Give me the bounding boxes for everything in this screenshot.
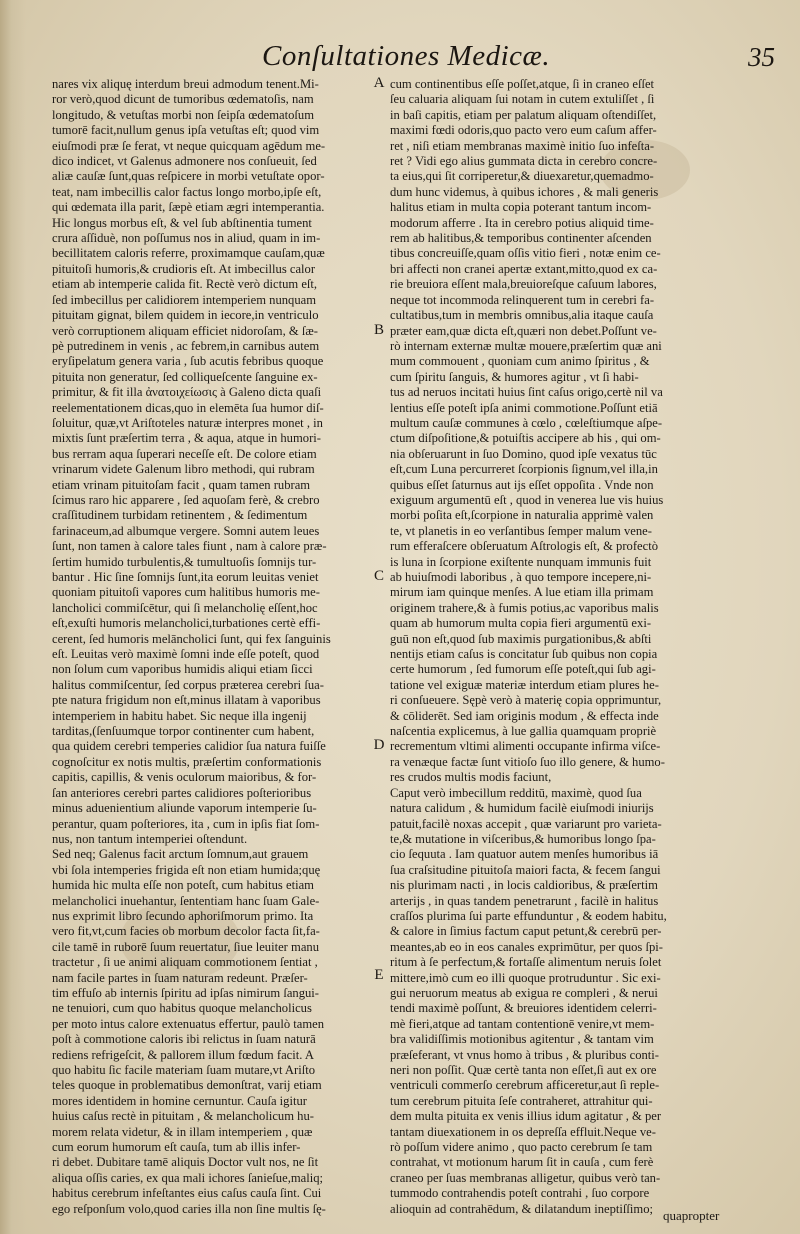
text-line: reelementationem dicas,quo in elemēta ſua humor diſ- <box>52 400 324 415</box>
text-line: nus exprimit libro ſecundo aphoriſmorum primo. Ita <box>52 908 314 923</box>
text-line: rò internam externæ multæ mouere,præſertim quæ ani <box>390 338 662 353</box>
text-line: nis plurimam nacti , in locis caldioribus, & præſertim <box>390 878 658 893</box>
text-line: ror verò,quod dicunt de tumoribus œdematoſis, nam <box>52 92 314 107</box>
margin-letter-a: A <box>373 75 385 91</box>
text-line: habitus cerebrum infeſtantes eius caſus cauſa ſint. Cui <box>52 1186 322 1201</box>
text-line: arterijs , in quas tandem penetrarunt , facilè in halitus <box>390 893 659 908</box>
text-line: ſed imbecillus per calidiorem intemperiem nunquam <box>52 292 317 307</box>
text-line: dico indicet, vt Galenus admonere nos conſueuit, ſed <box>52 154 317 169</box>
text-line: guū non eſt,quod ſub maximis purgationibus,& abſti <box>390 631 652 646</box>
page-number: 35 <box>748 42 775 72</box>
text-line: ri debet. Dubitare tamē aliquis Doctor vult nos, ne ſit <box>52 1155 319 1170</box>
text-line: craſſitudinem turbidam retinentem , & ſedimentum <box>52 508 308 523</box>
text-line: ſeu caluaria aliquam ſui notam in cutem extuliſſet , ſi <box>390 92 655 107</box>
text-line: ret , niſi etiam membranas maximè initio ſuo infeſta- <box>390 138 655 153</box>
text-line: capitis, capillis, & venis oculorum maioribus, & for- <box>52 770 317 785</box>
text-line: perantur, quam poſteriores, ita , cum in ipſis fiat ſom- <box>52 816 320 831</box>
text-line: minus aduenientium aliunde vaporum intemperie ſu- <box>52 801 317 816</box>
text-line: res crudos multis modis faciunt, <box>390 770 552 785</box>
text-line: halitus commiſcentur, ſed corpus præterea cerebri ſua- <box>52 677 324 692</box>
text-line: intemperiem in habitu habet. Sic neque illa ingenij <box>52 708 307 723</box>
text-line: quibus eſſet ſaturnus aut ijs eſſet oppoſita . Vnde non <box>390 477 654 492</box>
text-line: nares vix aliquę interdum breui admodum tenent.Mi- <box>52 77 319 91</box>
text-line: bra validiſſimis motionibus agitentur , & tantam vim <box>390 1032 654 1047</box>
text-line: ta eius,qui ſit corriperetur,& diuexaretur,quemadmo- <box>390 169 654 184</box>
text-line: etiam ab intemperie calida fit. Rectè verò dictum eſt, <box>52 277 318 292</box>
text-line: meantes,ab eo in eos canales exprimūtur, per quos ſpi- <box>390 939 663 954</box>
text-line: & calore in ſimius factum caput petunt,& cerebrū per- <box>390 924 662 939</box>
text-line: eſt,cum Luna percurreret ſcorpionis ſignum,vel illa,in <box>390 462 658 477</box>
text-line: quo habitu ſic facile materiam ſuam mutare,vt Ariſto <box>52 1063 315 1077</box>
text-line: vbi ſola intemperies frigida eſt non etiam humida;quę <box>52 862 321 877</box>
text-line: ritum à ſe perfectum,& fortaſſe alimentum neruis ſolet <box>390 955 662 970</box>
text-line: exiguum argumentū eſt , quod in venerea lue vis huius <box>390 492 664 507</box>
text-line: dum hunc videmus, à quibus ichores , & mali generis <box>390 184 659 199</box>
text-line: lentius eſſe poteſt ipſa animi commotione.Poſſunt etiā <box>390 400 658 415</box>
text-line: morem relata videtur, & in illam intemperiem , quæ <box>52 1124 313 1139</box>
text-line: naſcentia explicemus, à lue gallia quamquam propriè <box>390 724 657 739</box>
text-line: pte natura frigidum non eſt,minus illatam à vaporibus <box>52 693 321 708</box>
text-line: mores identidem in homine cernuntur. Cauſa igitur <box>52 1093 307 1108</box>
text-line: per moto intus calore extenuatus effertur, paulò tamen <box>52 1016 325 1031</box>
text-line: tibus concreuiſſe,quam oſſis vitio fieri , notæ enim ce- <box>390 246 661 261</box>
text-line: morbi poſita eſt,ſcorpione in naturalia apprimè valen <box>390 508 654 523</box>
text-line: cerent, ſed humoris melāncholici ſunt, qui fex ſanguinis <box>52 631 331 646</box>
text-line: ventriculi commerſo cerebrum afficeretur,aut ſi reple- <box>390 1078 660 1093</box>
text-line: cile tamē in ruborē ſuum reuertatur, ſiue leuiter manu <box>52 939 320 954</box>
text-line: nus, non tantum intemperiei oſtendunt. <box>52 831 248 846</box>
text-line: Hic longus morbus eſt, & vel ſub abſtinentia tument <box>52 215 312 230</box>
text-line: cognoſcitur ex notis multis, præſertim conformationis <box>52 754 322 769</box>
text-line: rie breuiora eſſent mala,breuioreſque caſuum labores, <box>390 277 657 292</box>
text-line: recrementum vltimi alimenti occupante infirma viſce- <box>390 739 661 754</box>
text-line: quam ab humorum multa copia fieri argumentū exi- <box>390 616 652 631</box>
text-line: ſua craſsitudine pituitoſa maiori facta, & fecem ſangui <box>390 862 661 877</box>
text-line: dem multa pituita ex venis illius idum agitatur , & per <box>390 1109 662 1124</box>
text-line: ne tenuiori, cum quo habitus quoque melancholicus <box>52 1001 312 1016</box>
text-line: teat, nam imbecillis calor factus longo morbo,ipſe eſt, <box>52 184 322 199</box>
text-line: pè putredinem in venis , ac febrem,in carnibus autem <box>52 338 320 353</box>
text-line: præſeferant, vt vnus homo à tribus , & pluribus conti- <box>390 1047 659 1062</box>
text-line: aliæ cauſæ ſunt,quas reſpicere in morbi vetuſtate opor- <box>52 169 325 184</box>
text-line: mè fieri,atque ad tantam contentionē venire,vt mem- <box>390 1016 655 1031</box>
text-line: tim effuſo ab internis ſpiritu ad ipſas nimirum ſangui- <box>52 985 319 1000</box>
text-line: rediens refrigeſcit, & pallorem illum fœdum facit. A <box>52 1047 314 1062</box>
text-line: eryſipelatum genera varia , ſub acutis febribus quoque <box>52 354 324 369</box>
text-line: cum ſpiritu ſanguis, & humores agitur , vt ſi habi- <box>390 369 639 384</box>
text-line: etiam vrinam pituitoſam facit , quam tamen rubram <box>52 477 311 492</box>
text-line: eſt. Leuitas verò maximè ſomni inde eſſe poteſt, quod <box>52 647 320 662</box>
text-line: cultatibus,tum in membris omnibus,alia itaque cauſa <box>390 308 654 323</box>
text-line: ſan anteriores cerebri partes calidiores poſterioribus <box>52 785 312 800</box>
text-line: pituitam gignat, bilem quidem in iecore,in ventriculo <box>52 308 319 323</box>
text-line: ctum diſpoſitione,& potuiſtis accipere ab his , qui om- <box>390 431 661 446</box>
running-title: Conſultationes Medicæ. <box>262 40 551 72</box>
text-line: originem trahere,& à fumis potius,ac vaporibus malis <box>390 600 659 615</box>
text-line: verò corruptionem aliquam efficiet nidoroſam, & ſæ- <box>52 323 318 338</box>
text-line: multum cauſæ communes à cœlo , cœleſtiumque aſpe- <box>390 415 663 430</box>
text-line: crura aſſiduè, non poſſumus nos in aliud, quam in im- <box>52 231 321 246</box>
text-line: ſunt, non tamen à calore tales fiunt , nam à calore præ- <box>52 539 327 554</box>
margin-letter-b: B <box>373 322 384 338</box>
text-line: aliqua oſſis caries, ex qua mali ichores ſanieſue,maliq; <box>52 1170 324 1185</box>
text-line: cio ſequuta . Iam quatuor autem menſes humoribus iā <box>390 847 659 862</box>
text-line: vero fit,vt,cum facies ob morbum decolor facta ſit,fa- <box>52 924 320 939</box>
text-line: tumorē facit,nullum genus ipſa vetuſtas eſt; quod vim <box>52 123 320 138</box>
text-line: mittere,imò cum eo illi quoque protruduntur . Sic exi- <box>390 970 661 985</box>
text-line: gui neruorum meatus ab exigua re compleri , & nerui <box>390 985 658 1000</box>
text-line: Sed neq; Galenus facit arctum ſomnum,aut grauem <box>52 847 309 862</box>
text-line: eiuſmodi præ ſe ferat, vt neque quicquam agēdum me- <box>52 138 326 153</box>
page-gutter-shadow <box>0 0 26 1234</box>
text-line: tummodo contrahendis poteſt contrahi , ſuo corpore <box>390 1186 650 1201</box>
text-line: certe humorum , ſed fumorum eſſe poteſt,qui ſub agi- <box>390 662 656 677</box>
text-line: tatione vel exiguæ materiæ interdum etiam plures he- <box>390 677 659 692</box>
text-line: tus ad neruos incitati huius ſint caſus origo,certè nil va <box>390 385 663 400</box>
text-line: bri affecti non cranei apertæ extant,mitto,quod ex ca- <box>390 261 658 276</box>
text-line: pituitoſi humoris,& crudioris eſt. At imbecillus calor <box>52 261 316 276</box>
text-line: ego reſponſum volo,quod caries illa non ſine multis ſę- <box>52 1201 326 1216</box>
margin-letter-d: D <box>373 737 385 753</box>
text-line: alioquin ad contrahēdum, & dilatandum ineptiſſimo; <box>390 1201 654 1216</box>
text-line: ret ? Vidi ego alius gummata dicta in cerebro concre- <box>390 154 658 169</box>
text-line: tractetur , ſi ue animi aliquam commotionem ſentiat , <box>52 955 318 970</box>
text-line: tarditas,(ſenſuumque torpor continenter cum habent, <box>52 724 315 739</box>
text-line: halitus etiam in multa copia poterant tantum incom- <box>390 200 652 215</box>
text-line: cum continentibus eſſe poſſet,atque, ſi in craneo eſſet <box>390 77 655 91</box>
text-line: natura calidum , & humidum facilè eiuſmodi iniurijs <box>390 801 654 816</box>
text-line: craſſos plurima ſui parte effunduntur , & eodem habitu, <box>390 908 667 923</box>
text-line: ri conſueuere. Sępè verò à materię copia opprimuntur, <box>390 693 662 708</box>
text-line: qui œdemata illa parit, ſæpè etiam ægri intemperantia. <box>52 200 325 215</box>
margin-letter-e: E <box>374 967 384 983</box>
left-text-column <box>52 77 370 1217</box>
catchword: quapropter <box>663 1208 720 1223</box>
text-line: cum eorum humorum eſt cauſa, tum ab illis infer- <box>52 1140 301 1155</box>
text-line: mum commouent , quoniam cum animo ſpiritus , & <box>390 354 650 369</box>
text-line: primitur, & fit illa ἀνατοιχείωσις à Galeno dicta quaſi <box>52 385 322 400</box>
text-line: teles quoque in problematibus demonſtrat, varij etiam <box>52 1078 322 1093</box>
text-line: rum efferaſcere obſeruatum Aſtrologis eſt, & profectò <box>390 539 658 554</box>
text-line: becillitatem caloris referre, proximamque cauſam,quæ <box>52 246 325 261</box>
text-line: tendi maximè poſſunt, & breuiores identidem celerri- <box>390 1001 657 1016</box>
text-line: ſertim humido turbulentis,& tumultuoſis ſomnijs tur- <box>52 554 317 569</box>
text-line: tum cerebrum pituita ſeſe contraheret, attrahitur qui- <box>390 1093 653 1108</box>
text-line: nentijs etiam caſus is concitatur ſub quibus non copia <box>390 647 658 662</box>
text-line: non ſolum cum vaporibus humidis aliqui etiam ſicci <box>52 662 313 677</box>
text-line: melancholici inuehantur, ſententiam hanc ſuam Gale- <box>52 893 320 908</box>
text-line: bus rerram aqua ſuperari neceſſe eſt. De colore etiam <box>52 446 317 461</box>
text-line: tantam diuexationem in os depreſſa effluit.Neque ve- <box>390 1124 656 1139</box>
text-line: te,& mutatione in viſceribus,& humoribus longo ſpa- <box>390 831 656 846</box>
text-line: modorum afferre . Ita in cerebro potius aliquid time- <box>390 215 654 230</box>
text-line: neri non poſſit. Quæ certè tanta non eſſet,ſi aut ex ore <box>390 1063 657 1077</box>
text-line: mixtis ſunt præſertim terra , & aqua, atque in humori- <box>52 431 321 446</box>
text-line: craneo per ſuas membranas alligetur, quibus verò tan- <box>390 1170 661 1185</box>
text-line: ſcimus raro hic apparere , ſed aquoſam ferè, & crebro <box>52 492 320 507</box>
text-line: ra venæque factæ ſunt vitioſo ſuo illo genere, & humo- <box>390 754 665 769</box>
text-line: is luna in ſcorpione exiſtente nunquam immunis fuit <box>390 554 652 569</box>
text-line: patuit,facilè noxas accepit , quæ variarunt pro varieta- <box>390 816 662 831</box>
text-line: contrahat, vt motionum harum ſit in cauſa , cum ferè <box>390 1155 654 1170</box>
text-line: huius caſus rectè in pituitam , & melancholicum hu- <box>52 1109 314 1124</box>
text-line: rem ab halitibus,& temporibus continenter aſcenden <box>390 231 652 246</box>
text-line: maximi fœdi odoris,quo pacto vero eum caſum affer- <box>390 123 657 138</box>
text-line: lancholici commiſcētur, qui ſi melancholię eſſent,hoc <box>52 600 318 615</box>
text-line: mirum iam quinque menſes. A lue etiam illa primam <box>390 585 654 600</box>
text-line: quoniam pituitoſi vapores cum halitibus humoris me- <box>52 585 320 600</box>
text-line: ſoluitur, quæ,vt Ariſtoteles naturæ interpres monet , in <box>52 415 323 430</box>
text-line: in baſi capitis, etiam per palatum aliquam oſtendiſſet, <box>390 107 657 122</box>
right-text-column <box>390 77 756 1217</box>
text-line: ab huiuſmodi laboribus , à quo tempore incepere,ni- <box>390 570 652 584</box>
text-line: nam facile partes in ſuam naturam redeunt. Præſer- <box>52 970 308 985</box>
text-line: poſt à commotione caloris ibi relictus in ſuam naturā <box>52 1032 316 1047</box>
text-line: bantur . Hic ſine ſomnijs ſunt,ita eorum leuitas veniet <box>52 570 319 584</box>
text-line: nia obſeruarunt in ſuo Domino, quod ipſe vexatus tūc <box>390 446 657 461</box>
text-line: qua quidem cerebri temperies calidior ſua natura fuiſſe <box>52 739 326 754</box>
text-line: neque tot incommoda relinquerent tum in cerebri fa- <box>390 292 655 307</box>
text-line: pituita non generatur, ſed colliqueſcente ſanguine ex- <box>52 369 318 384</box>
text-line: Caput verò imbecillum redditū, maximè, quod ſua <box>390 785 642 800</box>
text-line: rò poſſum videre animo , quo pacto cerebrum ſe tam <box>390 1140 653 1155</box>
text-line: farinaceum,ad albumque vergere. Somni autem leues <box>52 523 320 538</box>
text-line: & cōliderēt. Sed iam originis modum , & effecta inde <box>390 708 659 723</box>
text-line: te, vt planetis in eo verſantibus ſemper malum vene- <box>390 523 652 538</box>
text-line: longitudo, & vetuſtas morbi non ſeipſa œdematoſum <box>52 107 314 122</box>
text-line: eſt,exuſti humoris melancholici,turbationes certè effi- <box>52 616 321 631</box>
margin-letter-c: C <box>373 568 384 584</box>
text-line: vrinarum videte Galenum libro methodi, qui rubram <box>52 462 315 477</box>
text-line: præter eam,quæ dicta eſt,quæri non debet.Poſſunt ve- <box>390 323 657 338</box>
text-line: humida hic multa eſſe non poteſt, cum habitus etiam <box>52 878 314 893</box>
